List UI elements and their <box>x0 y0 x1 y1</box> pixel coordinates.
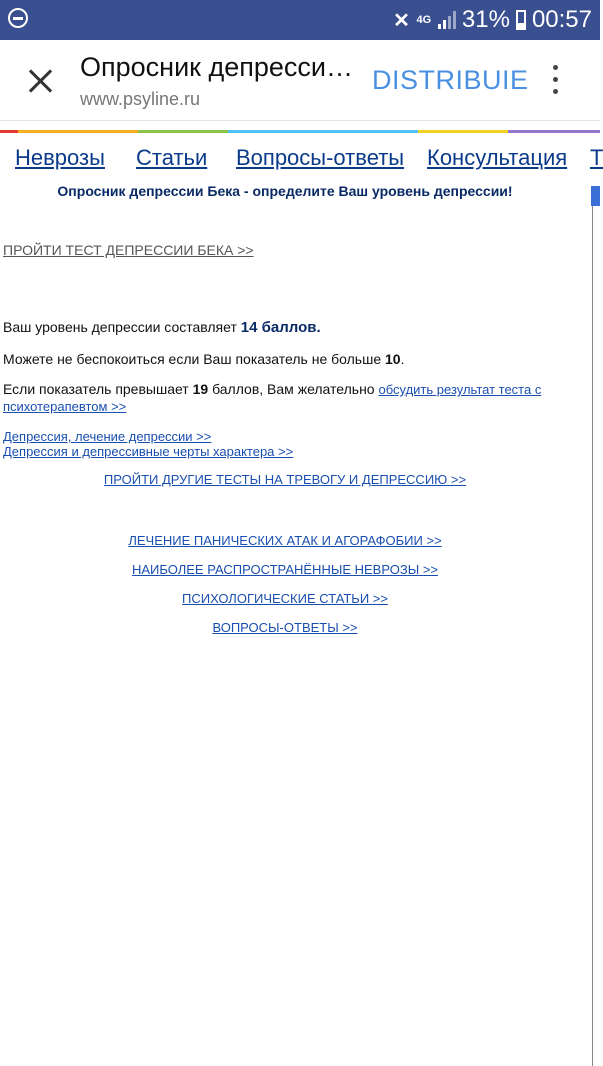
site-nav <box>0 145 603 175</box>
other-tests-link[interactable]: ПРОЙТИ ДРУГИЕ ТЕСТЫ НА ТРЕВОГУ И ДЕПРЕССИЮ >> <box>103 472 467 487</box>
stripe-segment <box>228 130 418 133</box>
status-bar <box>0 0 600 40</box>
common-neuroses-link[interactable]: НАИБОЛЕЕ РАСПРОСТРАНЁННЫЕ НЕВРОЗЫ >> <box>131 562 439 577</box>
battery-percent: 31% <box>461 6 510 33</box>
nav-link-qa[interactable]: Вопросы-ответы <box>236 145 405 170</box>
share-button[interactable]: DISTRIBUIE <box>372 65 529 95</box>
signal-icon <box>438 11 456 29</box>
more-options-icon[interactable] <box>550 65 560 95</box>
close-icon[interactable] <box>24 65 56 97</box>
panic-attacks-link[interactable]: ЛЕЧЕНИЕ ПАНИЧЕСКИХ АТАК И АГОРАФОБИИ >> <box>128 533 442 548</box>
no-worry-line: Можете не беспокоиться если Ваш показатель не больше 10. <box>3 351 405 367</box>
mute-icon: ✕ <box>393 9 410 32</box>
page-title: Опросник депресси… <box>80 52 353 82</box>
nav-link-neuroses[interactable]: Неврозы <box>15 145 105 170</box>
result-score: 14 баллов. <box>240 319 321 336</box>
nav-link-consultation[interactable]: Консультация <box>427 145 568 170</box>
psych-articles-link[interactable]: ПСИХОЛОГИЧЕСКИЕ СТАТЬИ >> <box>182 591 388 606</box>
custom-tab-toolbar <box>0 40 600 121</box>
take-beck-test-link[interactable]: ПРОЙТИ ТЕСТ ДЕПРЕССИИ БЕКА >> <box>3 242 254 258</box>
stripe-segment <box>508 130 600 133</box>
stripe-segment <box>0 130 18 133</box>
discuss-with-therapist-link[interactable]: обсудить результат теста с <box>378 382 542 397</box>
depression-traits-link[interactable]: Депрессия и депрессивные черты характера >> <box>3 444 294 459</box>
battery-icon <box>516 10 526 30</box>
discuss-with-therapist-link-2[interactable]: психотерапевтом >> <box>3 399 127 414</box>
exceeds-line: Если показатель превышает 19 баллов, Вам желательно обсудить результат теста с психотерапевтом >> <box>3 381 542 414</box>
qa-link[interactable]: ВОПРОСЫ-ОТВЕТЫ >> <box>212 620 358 635</box>
page-url: www.psyline.ru <box>80 89 201 109</box>
stripe-segment <box>138 130 228 133</box>
clock: 00:57 <box>531 6 592 33</box>
scrollbar[interactable] <box>591 186 600 1066</box>
stripe-segment <box>18 130 138 133</box>
do-not-disturb-icon <box>8 8 28 28</box>
network-type: 4G <box>416 14 432 26</box>
depression-treatment-link[interactable]: Депрессия, лечение депрессии >> <box>3 429 212 444</box>
nav-link-tests[interactable]: Т <box>590 145 603 170</box>
color-stripe <box>0 130 600 133</box>
nav-link-articles[interactable]: Статьи <box>136 145 208 170</box>
stripe-segment <box>418 130 508 133</box>
result-line: Ваш уровень депрессии составляет 14 баллов. <box>3 319 321 336</box>
status-icons <box>393 6 592 34</box>
page-heading: Опросник депрессии Бека - определите Ваш уровень депрессии! <box>57 183 513 199</box>
